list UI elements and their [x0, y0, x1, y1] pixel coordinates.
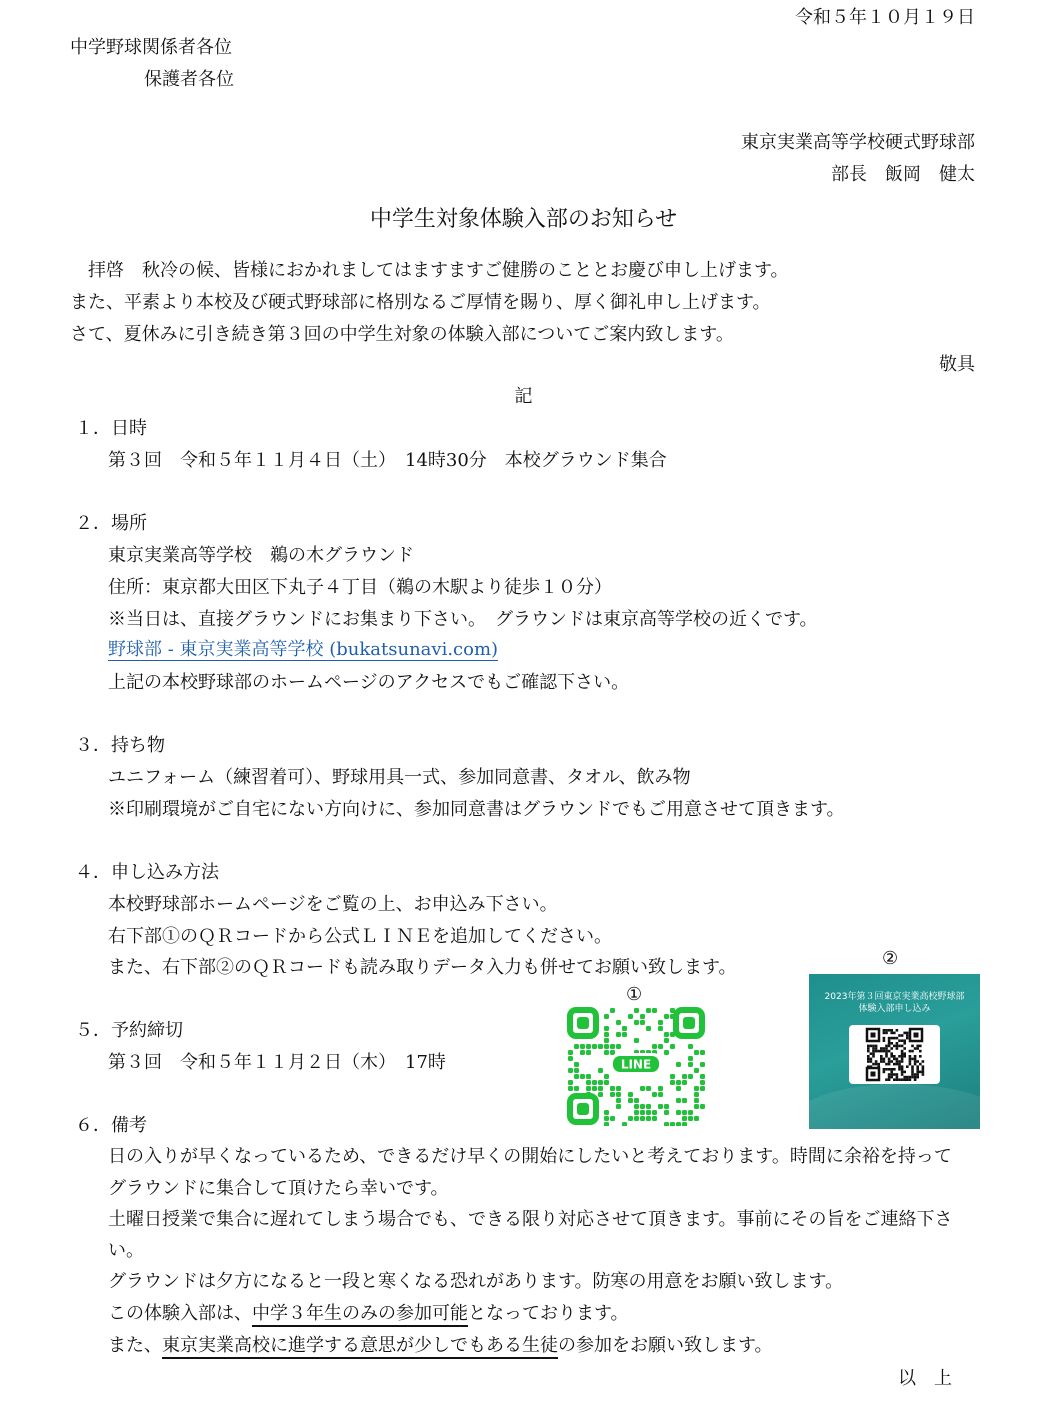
section-6-line-5: グラウンドは夕方になると一段と寒くなる恐れがあります。防寒の用意をお願い致します。	[108, 1271, 844, 1292]
section-5-line: 第３回 令和５年１１月２日（木） 17時	[108, 1052, 446, 1073]
section-3-heading: ３．持ち物	[75, 735, 165, 756]
section-4-heading: ４．申し込み方法	[75, 862, 219, 883]
section-6-line-6: この体験入部は、中学３年生のみの参加可能となっております。	[108, 1301, 629, 1327]
section-3-line-2: ※印刷環境がご自宅にない方向けに、参加同意書はグラウンドでもご用意させて頂きます。	[108, 799, 845, 820]
qr1-label: ①	[626, 984, 643, 1005]
section-2-line-1: 東京実業高等学校 鵜の木グラウンド	[108, 545, 414, 566]
addressee-2: 保護者各位	[144, 69, 234, 90]
qr2-caption-line-2: 体験入部申し込み	[858, 1004, 931, 1014]
underline-intent: 東京実業高校に進学する意思が少しでもある生徒	[162, 1335, 558, 1359]
section-4-line-1: 本校野球部ホームページをご覧の上、お申込み下さい。	[108, 894, 558, 915]
document-title: 中学生対象体験入部のお知らせ	[369, 207, 678, 232]
section-2-heading: ２．場所	[75, 513, 147, 534]
section-2-line-after: 上記の本校野球部のホームページのアクセスでもご確認下さい。	[108, 672, 630, 693]
section-4-line-2: 右下部①のＱＲコードから公式ＬＩＮＥを追加してください。	[108, 926, 612, 947]
document-date: 令和５年１０月１９日	[795, 7, 975, 28]
section-1-heading: １．日時	[75, 418, 147, 439]
section-3-line-1: ユニフォーム（練習着可）、野球用具一式、参加同意書、タオル、飲み物	[108, 767, 691, 788]
section-6-line-7: また、東京実業高校に進学する意思が少しでもある生徒の参加をお願い致します。	[108, 1333, 773, 1359]
section-4-line-3: また、右下部②のＱＲコードも読み取りデータ入力も併せてお願い致します。	[108, 957, 737, 978]
sender-organization: 東京実業高等学校硬式野球部	[741, 132, 975, 153]
section-6-line-4: い。	[108, 1240, 144, 1261]
section-2-line-2: 住所：東京都大田区下丸子４丁目（鵜の木駅より徒歩１０分）	[108, 577, 612, 598]
ijo-closing: 以 上	[898, 1368, 952, 1389]
section-5-heading: ５．予約締切	[75, 1020, 183, 1041]
card-wave-decoration	[809, 1084, 980, 1129]
addressee-1: 中学野球関係者各位	[70, 37, 232, 58]
qr2-caption-line-1: 2023年第３回東京実業高校野球部	[824, 992, 965, 1002]
intro-line-2: また、平素より本校及び硬式野球部に格別なるご厚情を賜り、厚く御礼申し上げます。	[70, 292, 771, 313]
sender-name: 部長 飯岡 健太	[831, 164, 975, 185]
form-qr-code-icon	[849, 1025, 940, 1084]
qr-code-background	[849, 1025, 940, 1084]
line-qr-code-icon[interactable]	[566, 1006, 706, 1126]
ki-marker: 記	[514, 386, 533, 407]
section-6-line-2: グラウンドに集合して頂けたら幸いです。	[108, 1178, 449, 1199]
keigu: 敬具	[939, 354, 975, 375]
qr2-label: ②	[882, 948, 899, 969]
line-logo-text: LINE	[620, 1057, 652, 1072]
section-1-line: 第３回 令和５年１１月４日（土） 14時30分 本校グラウンド集合	[108, 450, 667, 471]
intro-line-1: 拝啓 秋冷の候、皆様におかれましてはますますご健勝のこととお慶び申し上げます。	[88, 260, 789, 281]
section-6-line-1: 日の入りが早くなっているため、できるだけ早くの開始にしたいと考えております。時間に余裕を持って	[108, 1146, 952, 1167]
section-6-heading: ６．備考	[75, 1115, 147, 1136]
section-6-line-3: 土曜日授業で集合に遅れてしまう場合でも、できる限り対応させて頂きます。事前にその旨をご連絡下さ	[108, 1209, 953, 1230]
section-2-line-3: ※当日は、直接グラウンドにお集まり下さい。 グラウンドは東京高等学校の近くです。	[108, 609, 818, 630]
underline-grade-only: 中学３年生のみの参加可能	[252, 1303, 468, 1327]
application-form-qr-card[interactable]	[809, 974, 980, 1129]
homepage-link[interactable]: 野球部 - 東京実業高等学校 (bukatsunavi.com)	[108, 639, 499, 660]
intro-line-3: さて、夏休みに引き続き第３回の中学生対象の体験入部についてご案内致します。	[70, 324, 734, 345]
